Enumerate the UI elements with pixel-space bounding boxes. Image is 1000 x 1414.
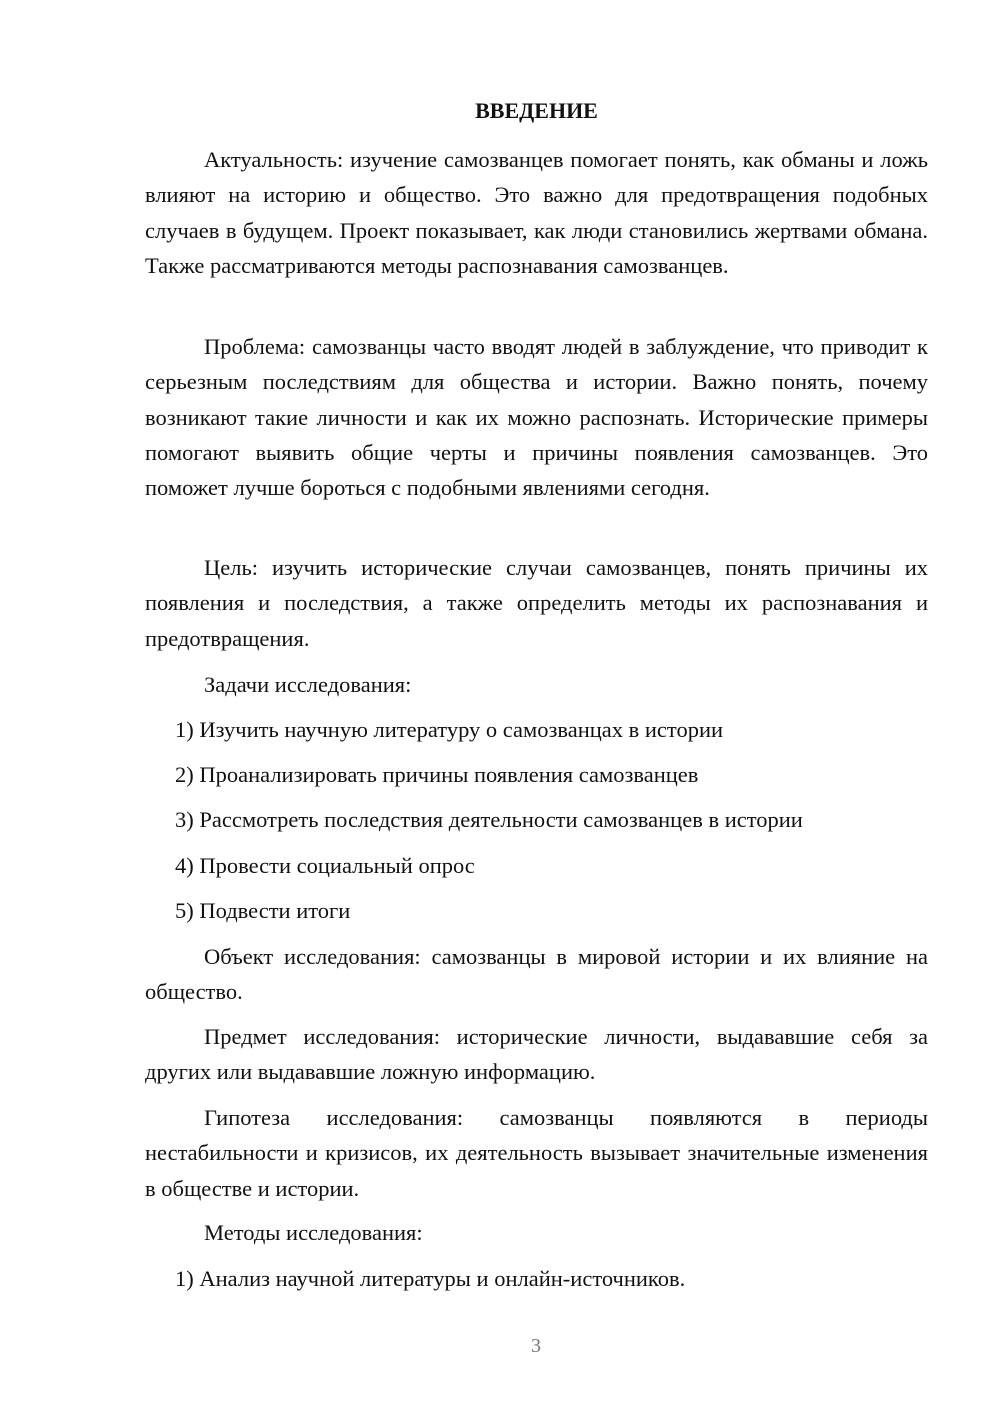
page-title: ВВЕДЕНИЕ [475, 98, 598, 123]
hypothesis-paragraph: Гипотеза исследования: самозванцы появляются в периоды нестабильности и кризисов, их деятельность вызывает значительные изменения в обществе и истории. [145, 1105, 928, 1201]
methods-heading: Методы исследования: [204, 1220, 423, 1245]
list-item: 1) Изучить научную литературу о самозванцах в истории [175, 717, 724, 742]
problem-paragraph: Проблема: самозванцы часто вводят людей в заблуждение, что приводит к серьезным последствиям для общества и истории. Важно понять, почему возникают такие личности и как их можно распознать. Исторические примеры помогают выявить общие черты и причины появления самозванцев. Это поможет лучше бороться с подобными явлениями сегодня. [145, 334, 928, 501]
object-paragraph: Объект исследования: самозванцы в мировой истории и их влияние на общество. [145, 944, 928, 1005]
list-item: 4) Провести социальный опрос [175, 853, 475, 878]
list-item: 5) Подвести итоги [175, 898, 351, 923]
subject-paragraph: Предмет исследования: исторические личности, выдававшие себя за других или выдававшие ложную информацию. [145, 1024, 928, 1085]
goal-paragraph: Цель: изучить исторические случаи самозванцев, понять причины их появления и последствия, а также определить методы их распознавания и предотвращения. [145, 555, 928, 651]
list-item: 3) Рассмотреть последствия деятельности самозванцев в истории [175, 807, 803, 832]
page-number: 3 [531, 1335, 541, 1357]
tasks-heading: Задачи исследования: [204, 672, 412, 697]
relevance-paragraph: Актуальность: изучение самозванцев помогает понять, как обманы и ложь влияют на историю и общество. Это важно для предотвращения подобных случаев в будущем. Проект показывает, как люди становились жертвами обмана. Также рассматриваются методы распознавания самозванцев. [145, 147, 928, 278]
list-item: 2) Проанализировать причины появления самозванцев [175, 762, 699, 787]
list-item: 1) Анализ научной литературы и онлайн-источников. [175, 1266, 686, 1291]
